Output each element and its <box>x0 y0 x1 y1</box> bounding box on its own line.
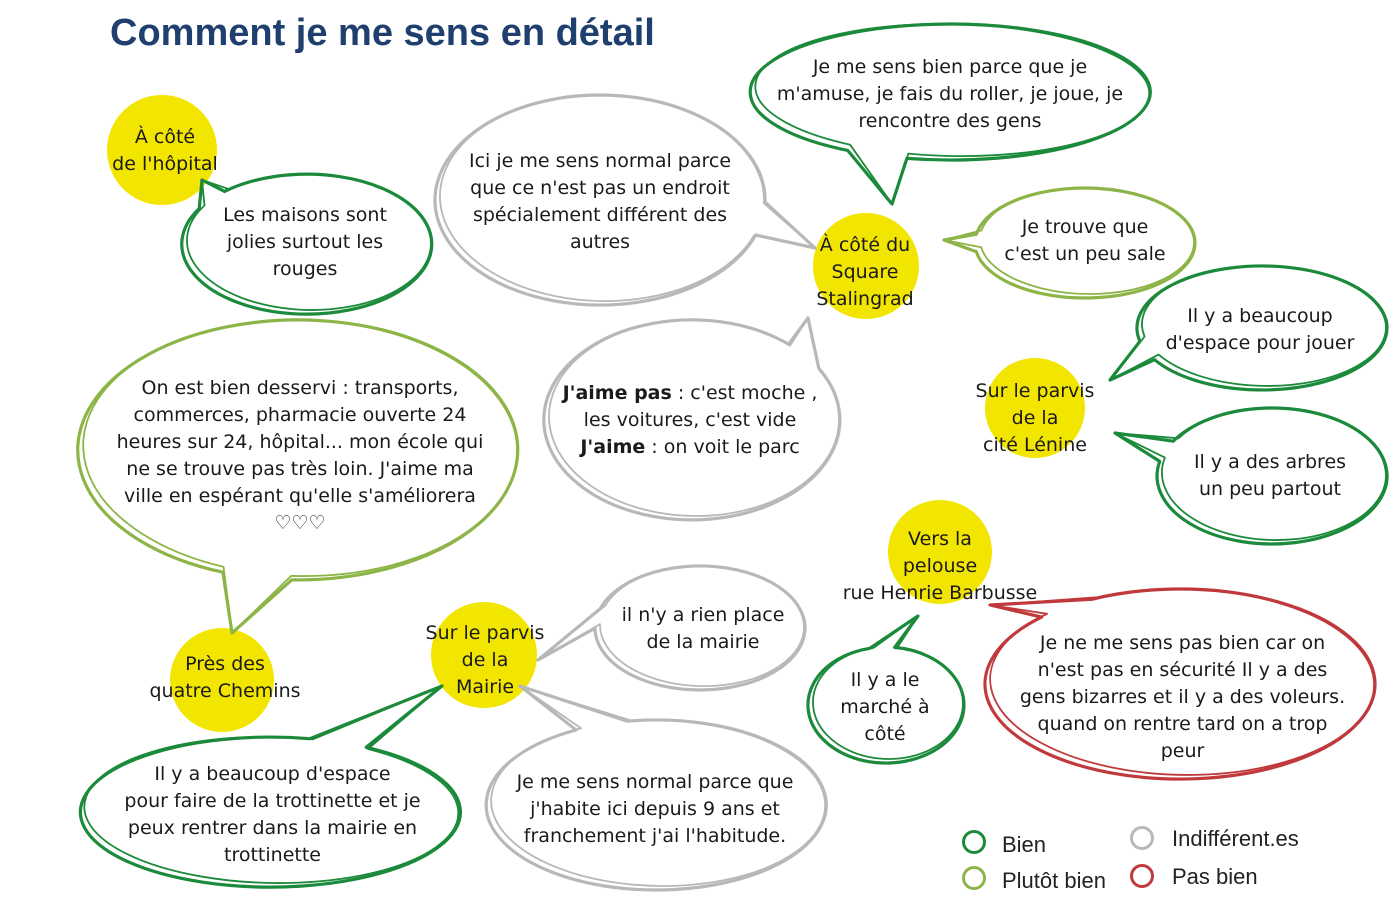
bubble-desservi: On est bien desservi : transports, commerces, pharmacie ouverte 24 heures sur 24, hôpital... mon école qui ne se trouve pas très loin. J'aime ma ville en espérant qu'elle s'améliorera ♡♡♡ <box>116 377 484 534</box>
legend-ring-pas-bien <box>1130 864 1154 888</box>
bubble-maisons: Les maisons sont jolies surtout les rouges <box>223 203 387 280</box>
place-hopital: À côté de l'hôpital <box>112 126 218 175</box>
legend-ring-indifferent <box>1130 826 1154 850</box>
legend-ring-plutot-bien <box>962 866 986 890</box>
legend-label-pas-bien: Pas bien <box>1172 864 1258 889</box>
place-quatre-chemins: Près des quatre Chemins <box>149 653 301 702</box>
bubble-rien: il n'y a rien place de la mairie <box>621 604 785 653</box>
bubble-espace-jouer: Il y a beaucoup d'espace pour jouer <box>1165 305 1355 354</box>
bubble-trottinette: Il y a beaucoup d'espace pour faire de la trottinette et je peux rentrer dans la mairie en trottinette <box>124 763 421 866</box>
bubble-securite: Je ne me sens pas bien car on n'est pas en sécurité Il y a des gens bizarres et il y a des voleurs. quand on rentre tard on a trop peur <box>1019 631 1346 762</box>
legend-label-indifferent: Indifférent.es <box>1172 826 1299 851</box>
bubble-marche: Il y a le marché à côté <box>840 668 930 745</box>
place-pelouse: Vers la pelouse rue Henrie Barbusse <box>842 527 1038 604</box>
bubble-sale: Je trouve que c'est un peu sale <box>1004 216 1166 265</box>
bubble-habitude: Je me sens normal parce que j'habite ici depuis 9 ans et franchement j'ai l'habitude. <box>516 770 794 847</box>
place-stalingrad: À côté du Square Stalingrad <box>816 233 914 310</box>
bubble-roller: Je me sens bien parce que je m'amuse, je fais du roller, je joue, je rencontre des gens <box>776 55 1124 132</box>
legend-label-bien: Bien <box>1002 832 1047 857</box>
place-mairie: Sur le parvis de la Mairie <box>425 621 545 698</box>
place-lenine: Sur le parvis de la cité Lénine <box>975 379 1095 456</box>
bubble-arbres: Il y a des arbres un peu partout <box>1193 451 1347 500</box>
legend-ring-bien <box>962 830 986 854</box>
legend-label-plutot-bien: Plutôt bien <box>1002 868 1106 893</box>
bubble-moche: J'aime pas : c'est moche , les voitures, c'est vide J'aime : on voit le parc <box>562 381 818 458</box>
bubble-normal: Ici je me sens normal parce que ce n'est pas un endroit spécialement différent des autres <box>468 150 732 253</box>
page-title: Comment je me sens en détail <box>110 12 655 54</box>
